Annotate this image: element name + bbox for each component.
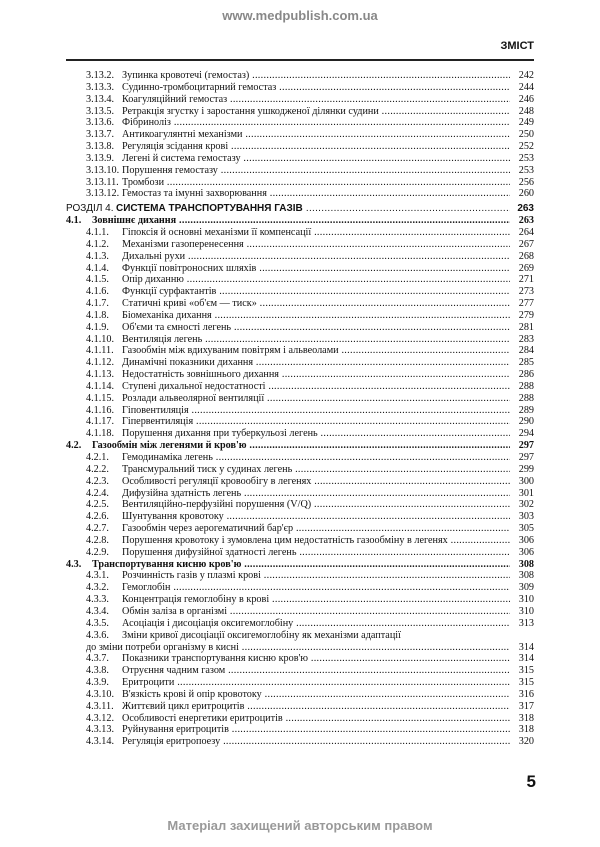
toc-entry-number: 4.1.15. (86, 392, 115, 404)
toc-entry-text: Порушення гемостазу (122, 164, 218, 176)
toc-entry-number: 4.1.17. (86, 416, 115, 428)
toc-entry-text: Зміни кривої дисоціації оксигемоглобіну як механізми адаптації (122, 629, 401, 641)
page-number: 5 (526, 772, 536, 791)
toc-entry-number: 3.13.5. (86, 105, 115, 117)
toc-entry (66, 665, 534, 677)
toc-entry-text: Вентиляція легень (122, 333, 203, 345)
toc-entry-page: 284 (510, 345, 534, 357)
toc-entry (66, 381, 534, 393)
toc-entry-number: 4.2.4. (86, 487, 109, 499)
toc-entry-title (66, 488, 510, 500)
toc-entry-title (66, 594, 510, 606)
toc-entry-number: РОЗДІЛ 4. (66, 203, 114, 215)
toc-entry-number: 4.1.6. (86, 286, 109, 298)
toc-entry-number: 4.1.13. (86, 369, 115, 381)
toc-entry-title (66, 724, 510, 736)
toc-entry-page: 308 (510, 559, 534, 571)
toc-entry-text-continued: до зміни потреби організму в кисні (86, 641, 239, 653)
toc-entry-number: 4.1.18. (86, 428, 115, 440)
toc-entry-title (66, 203, 510, 215)
toc-entry-title (66, 559, 510, 571)
toc-entry-page: 313 (510, 618, 534, 630)
toc-entry-page: 299 (510, 464, 534, 476)
toc-entry-text: Газообмін через аерогематичний бар'єр (122, 523, 294, 535)
toc-entry-text: Ретракція згустку і заростання ушкодженої ділянки судини (122, 105, 379, 117)
toc-entry-title (66, 547, 510, 559)
toc-entry-page: 263 (510, 203, 534, 215)
toc-entry (66, 476, 534, 488)
toc-entry-text: Регуляція еритропоезу (122, 736, 221, 748)
toc-entry-page: 246 (510, 94, 534, 106)
toc-entry-number: 4.3.10. (86, 688, 115, 700)
toc-entry-title (66, 239, 510, 251)
toc-entry (66, 357, 534, 369)
toc-entry-page: 314 (510, 642, 534, 654)
toc-entry-page: 294 (510, 428, 534, 440)
toc-entry (66, 499, 534, 511)
toc-entry (66, 677, 534, 689)
toc-entry-title (66, 642, 510, 654)
toc-entry-number: 4.1.10. (86, 333, 115, 345)
toc-entry-page: 306 (510, 547, 534, 559)
toc-entry-page: 277 (510, 298, 534, 310)
toc-entry-text: В'язкість крові й опір кровотоку (122, 688, 262, 700)
toc-entry-title (66, 82, 510, 94)
toc-entry-number: 4.3.14. (86, 736, 115, 748)
toc-entry-title (66, 274, 510, 286)
toc-entry-title (66, 582, 510, 594)
toc-entry (66, 428, 534, 440)
toc-entry-number: 4.1.16. (86, 404, 115, 416)
toc-entry-title (66, 334, 510, 346)
toc-entry-title (66, 215, 510, 227)
toc-entry-number: 4.1.9. (86, 321, 109, 333)
toc-entry-page: 244 (510, 82, 534, 94)
toc-entry-title-line1 (66, 630, 401, 642)
toc-entry (66, 713, 534, 725)
section-title: ЗМІСТ (500, 40, 534, 52)
toc-entry-number: 3.13.10. (86, 164, 120, 176)
toc-entry-text: Обмін заліза в організмі (122, 605, 228, 617)
toc-entry-page: 288 (510, 381, 534, 393)
toc-entry (66, 440, 534, 452)
toc-entry-text: Легені й система гемостазу (122, 152, 241, 164)
toc-entry-number: 4.2.8. (86, 534, 109, 546)
toc-entry-page: 309 (510, 582, 534, 594)
toc-entry-page: 318 (510, 724, 534, 736)
toc-entry-title (66, 665, 510, 677)
toc-entry-text: Динамічні показники дихання (122, 357, 254, 369)
toc-entry-text: Асоціація і дисоціація оксигемоглобіну (122, 617, 294, 629)
toc-entry-title (66, 227, 510, 239)
toc-entry (66, 274, 534, 286)
toc-entry-page: 300 (510, 476, 534, 488)
toc-entry-number: 3.13.7. (86, 129, 115, 141)
toc-entry-number: 4.2. (66, 440, 82, 452)
toc-entry (66, 724, 534, 736)
table-of-contents (66, 70, 534, 748)
toc-entry-text: Механізми газоперенесення (122, 238, 244, 250)
toc-entry-number: 3.13.6. (86, 117, 115, 129)
toc-entry-number: 4.3.7. (86, 653, 109, 665)
toc-entry-page: 305 (510, 523, 534, 535)
toc-entry-text: Порушення кровотоку і зумовлена цим недостатність газообміну в легенях (122, 534, 448, 546)
toc-entry-title (66, 263, 510, 275)
toc-entry-text: Вентиляційно-перфузійні порушення (V/Q) (122, 499, 312, 511)
toc-entry-text: Трансмуральний тиск у судинах легень (122, 463, 293, 475)
toc-entry-page: 297 (510, 452, 534, 464)
toc-entry-title (66, 653, 510, 665)
toc-entry-page: 268 (510, 251, 534, 263)
toc-entry-title (66, 689, 510, 701)
toc-entry (66, 310, 534, 322)
toc-entry (66, 251, 534, 263)
toc-entry-title (66, 322, 510, 334)
toc-entry-title (66, 153, 510, 165)
toc-entry (66, 153, 534, 165)
toc-entry-text: Коагуляційний гемостаз (122, 93, 228, 105)
toc-entry-text: Показники транспортування кисню кров'ю (122, 653, 308, 665)
toc-entry-number: 4.1.5. (86, 274, 109, 286)
toc-entry-title (66, 428, 510, 440)
toc-entry-number: 4.3.1. (86, 570, 109, 582)
toc-entry-title (66, 286, 510, 298)
toc-entry-number: 3.13.4. (86, 93, 115, 105)
toc-entry-number: 4.3.8. (86, 665, 109, 677)
toc-entry-page: 315 (510, 665, 534, 677)
toc-entry-text: Ступені дихальної недостатності (122, 380, 266, 392)
toc-entry (66, 203, 534, 215)
toc-entry (66, 106, 534, 118)
toc-entry (66, 286, 534, 298)
toc-entry-number: 4.2.3. (86, 475, 109, 487)
toc-entry-page: 315 (510, 677, 534, 689)
toc-entry-page: 318 (510, 713, 534, 725)
toc-entry-number: 4.1.7. (86, 298, 109, 310)
toc-entry-title (66, 511, 510, 523)
toc-entry-number: 3.13.12. (86, 188, 120, 200)
toc-entry-page: 267 (510, 239, 534, 251)
toc-entry-text: Статичні криві «об'єм — тиск» (122, 298, 257, 310)
toc-entry-title (66, 188, 510, 200)
toc-entry (66, 653, 534, 665)
toc-entry-title (66, 393, 510, 405)
toc-entry-title (66, 701, 510, 713)
toc-entry-text: Шунтування кровотоку (122, 511, 224, 523)
toc-entry-page: 253 (510, 165, 534, 177)
toc-entry-number: 4.2.6. (86, 511, 109, 523)
toc-entry-page: 253 (510, 153, 534, 165)
toc-entry-number: 3.13.8. (86, 141, 115, 153)
toc-entry-title (66, 677, 510, 689)
toc-entry-text: Дихальні рухи (122, 250, 186, 262)
toc-entry-number: 3.13.3. (86, 81, 115, 93)
toc-entry-text: Гіпервентиляція (122, 416, 194, 428)
toc-entry-title (66, 177, 510, 189)
toc-entry-page: 281 (510, 322, 534, 334)
toc-entry-text: Транспортування кисню кров'ю (92, 558, 242, 570)
toc-entry (66, 452, 534, 464)
toc-entry-title (66, 618, 510, 630)
toc-entry-text: Газообмін між легенями й кров'ю (92, 440, 247, 452)
toc-entry (66, 70, 534, 82)
toc-entry-text: Антикоагулянтні механізми (122, 129, 243, 141)
toc-entry-text: Гіповентиляція (122, 404, 189, 416)
toc-entry-number: 4.2.2. (86, 463, 109, 475)
toc-entry-title (66, 713, 510, 725)
toc-entry-title (66, 357, 510, 369)
toc-entry-text: Еритроцити (122, 677, 175, 689)
toc-entry-page: 314 (510, 653, 534, 665)
toc-entry-page: 285 (510, 357, 534, 369)
toc-entry (66, 393, 534, 405)
toc-entry (66, 594, 534, 606)
toc-entry-number: 4.1.12. (86, 357, 115, 369)
toc-entry-title (66, 464, 510, 476)
toc-entry-text: Тромбози (122, 176, 165, 188)
toc-entry (66, 188, 534, 200)
toc-entry-text: Розчинність газів у плазмі крові (122, 570, 261, 582)
toc-entry (66, 570, 534, 582)
toc-entry-title (66, 570, 510, 582)
toc-entry-text: Гіпоксія й основні механізми її компенсації (122, 226, 312, 238)
toc-entry-text: Життєвий цикл еритроцитів (122, 700, 245, 712)
toc-entry-number: 3.13.11. (86, 176, 119, 188)
toc-entry-number: 4.1.2. (86, 238, 109, 250)
toc-entry-page: 269 (510, 263, 534, 275)
toc-entry-text: Гемостаз та імунні захворювання (122, 188, 267, 200)
toc-entry (66, 227, 534, 239)
toc-entry (66, 82, 534, 94)
toc-entry-title (66, 416, 510, 428)
toc-entry-title (66, 440, 510, 452)
toc-entry-title (66, 129, 510, 141)
toc-entry (66, 736, 534, 748)
toc-entry (66, 94, 534, 106)
toc-entry-number: 4.1.1. (86, 226, 109, 238)
toc-entry-text: Опір диханню (122, 274, 184, 286)
toc-entry-page: 317 (510, 701, 534, 713)
toc-entry-number: 4.1.3. (86, 250, 109, 262)
toc-entry-page: 297 (510, 440, 534, 452)
toc-entry-page: 306 (510, 535, 534, 547)
toc-entry-text: Недостатність зовнішнього дихання (122, 369, 279, 381)
toc-entry (66, 117, 534, 129)
toc-entry-text: Регуляція зсідання крові (122, 141, 229, 153)
toc-entry-title (66, 736, 510, 748)
toc-entry (66, 488, 534, 500)
toc-entry-page: 252 (510, 141, 534, 153)
toc-entry-page: 289 (510, 405, 534, 417)
toc-entry-number: 4.2.7. (86, 523, 109, 535)
toc-entry-page: 316 (510, 689, 534, 701)
toc-entry-title (66, 606, 510, 618)
toc-entry-text: Судинно-тромбоцитарний гемостаз (122, 81, 277, 93)
toc-entry-number: 3.13.9. (86, 152, 115, 164)
toc-entry-title (66, 452, 510, 464)
toc-entry-page: 308 (510, 570, 534, 582)
toc-entry-title (66, 94, 510, 106)
site-url: www.medpublish.com.ua (222, 8, 378, 23)
toc-entry-page: 288 (510, 393, 534, 405)
toc-entry (66, 141, 534, 153)
toc-entry-text: Гемодинаміка легень (122, 452, 213, 463)
toc-entry-title (66, 476, 510, 488)
toc-entry (66, 630, 534, 654)
toc-entry-number: 4.3.13. (86, 724, 115, 736)
toc-entry-number: 4.2.9. (86, 546, 109, 558)
toc-entry-text: Функції сурфактантів (122, 286, 217, 298)
toc-entry-text: Газообмін між вдихуваним повітрям і альвеолами (122, 345, 339, 357)
toc-entry (66, 606, 534, 618)
toc-entry (66, 215, 534, 227)
toc-entry (66, 535, 534, 547)
toc-entry (66, 464, 534, 476)
toc-entry-text: Отруєння чадним газом (122, 665, 226, 677)
toc-entry (66, 701, 534, 713)
toc-entry-title (66, 499, 510, 511)
toc-entry-text: Гемоглобін (122, 582, 171, 594)
toc-entry (66, 511, 534, 523)
toc-entry-text: Зупинка кровотечі (гемостаз) (122, 70, 250, 81)
toc-entry-page: 279 (510, 310, 534, 322)
toc-entry-page: 283 (510, 334, 534, 346)
toc-entry-text: Дифузійна здатність легень (122, 487, 242, 499)
toc-entry (66, 322, 534, 334)
toc-entry (66, 582, 534, 594)
toc-entry (66, 618, 534, 630)
toc-entry-title (66, 523, 510, 535)
toc-entry-page: 249 (510, 117, 534, 129)
toc-entry-page: 271 (510, 274, 534, 286)
toc-entry (66, 239, 534, 251)
toc-entry (66, 523, 534, 535)
toc-entry (66, 547, 534, 559)
toc-entry-page: 242 (510, 70, 534, 82)
toc-entry-page: 301 (510, 488, 534, 500)
toc-entry-title (66, 165, 510, 177)
toc-entry (66, 334, 534, 346)
toc-entry-text: Функції повітроносних шляхів (122, 262, 257, 274)
toc-entry-title (66, 117, 510, 129)
toc-entry-text: Руйнування еритроцитів (122, 724, 229, 736)
toc-entry (66, 129, 534, 141)
toc-entry-page: 310 (510, 606, 534, 618)
toc-entry (66, 416, 534, 428)
toc-entry-number: 4.1.11. (86, 345, 114, 357)
toc-entry-title (66, 141, 510, 153)
toc-entry-text: Концентрація гемоглобіну в крові (122, 594, 270, 606)
toc-entry-number: 4.3.9. (86, 677, 109, 689)
toc-entry-title (66, 381, 510, 393)
toc-entry (66, 263, 534, 275)
toc-entry (66, 177, 534, 189)
copyright-footer: Матеріал захищений авторським правом (167, 818, 433, 833)
toc-entry (66, 559, 534, 571)
toc-entry-number: 4.3. (66, 558, 82, 570)
toc-entry (66, 345, 534, 357)
toc-entry (66, 689, 534, 701)
toc-entry-number: 4.1.4. (86, 262, 109, 274)
toc-entry-text: Зовнішнє дихання (92, 215, 177, 227)
toc-entry-number: 4.3.2. (86, 582, 109, 594)
toc-entry-number: 4.3.12. (86, 712, 115, 724)
toc-entry-page: 310 (510, 594, 534, 606)
toc-entry (66, 298, 534, 310)
toc-entry (66, 165, 534, 177)
toc-entry-page: 260 (510, 188, 534, 200)
toc-entry-page: 264 (510, 227, 534, 239)
toc-entry-number: 4.1.8. (86, 309, 109, 321)
toc-entry-number: 4.1.14. (86, 380, 115, 392)
toc-entry-text: Порушення дифузійної здатності легень (122, 546, 297, 558)
toc-entry-number: 4.2.1. (86, 452, 109, 463)
toc-entry-text: Об'єми та ємності легень (122, 321, 232, 333)
toc-entry-title (66, 70, 510, 82)
toc-entry-number: 4.3.4. (86, 605, 109, 617)
toc-entry-number: 4.3.6. (86, 629, 109, 641)
toc-entry-page: 290 (510, 416, 534, 428)
toc-entry-title (66, 106, 510, 118)
toc-entry (66, 369, 534, 381)
toc-entry-title (66, 405, 510, 417)
toc-entry-title (66, 535, 510, 547)
toc-entry-text: Фібриноліз (122, 117, 171, 129)
header-rule (66, 59, 534, 61)
toc-entry-text: Особливості регуляції кровообігу в легенях (122, 475, 312, 487)
toc-entry-page: 248 (510, 106, 534, 118)
toc-entry-title (66, 310, 510, 322)
toc-entry-title (66, 251, 510, 263)
toc-entry-title (66, 369, 510, 381)
toc-entry-number: 3.13.2. (86, 70, 115, 81)
toc-entry-page: 286 (510, 369, 534, 381)
toc-entry-page: 263 (510, 215, 534, 227)
toc-entry-text: Розлади альвеолярної вентиляції (122, 392, 265, 404)
toc-entry-page: 303 (510, 511, 534, 523)
toc-entry-text: СИСТЕМА ТРАНСПОРТУВАННЯ ГАЗІВ (116, 203, 303, 215)
toc-entry-page: 302 (510, 499, 534, 511)
toc-entry-number: 4.3.3. (86, 594, 109, 606)
toc-entry-title (66, 298, 510, 310)
toc-entry (66, 405, 534, 417)
toc-entry-number: 4.3.5. (86, 617, 109, 629)
toc-entry-number: 4.3.11. (86, 700, 114, 712)
toc-entry-number: 4.1. (66, 215, 82, 227)
toc-entry-title (66, 345, 510, 357)
toc-entry-text: Порушення дихання при туберкульозі легень (122, 428, 318, 440)
toc-entry-text: Біомеханіка дихання (122, 309, 212, 321)
toc-entry-text: Особливості енергетики еритроцитів (122, 712, 283, 724)
toc-entry-page: 250 (510, 129, 534, 141)
toc-entry-page: 320 (510, 736, 534, 748)
toc-entry-page: 273 (510, 286, 534, 298)
toc-entry-page: 256 (510, 177, 534, 189)
toc-entry-number: 4.2.5. (86, 499, 109, 511)
